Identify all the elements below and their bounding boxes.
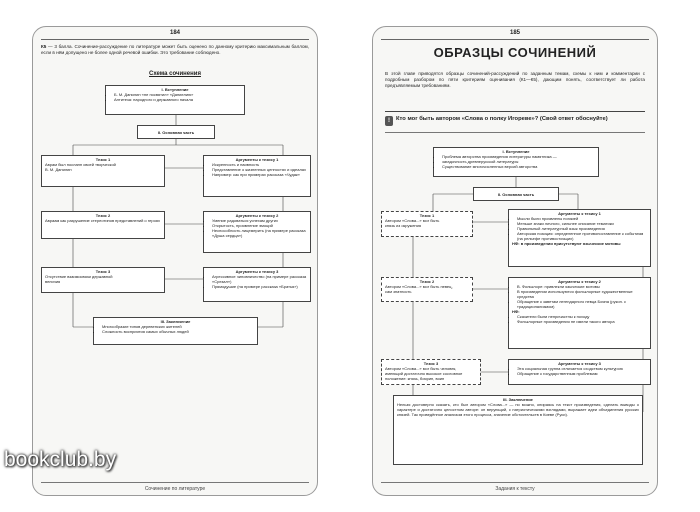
list-item: В. М. Данилин bbox=[45, 167, 72, 172]
list-item: • Б. М. Данилин «не посвятил» «Даниелию» bbox=[114, 92, 241, 97]
thesis-2-box bbox=[381, 277, 473, 302]
thesis-3-box bbox=[381, 359, 481, 385]
question-rule-top bbox=[385, 111, 645, 112]
question-text: Кто мог быть автором «Слова о полку Игореве»? (Свой ответ обоснуйте) bbox=[396, 116, 608, 122]
list-item: • Меньше знаки личного, сильнее описание тематики bbox=[517, 221, 647, 226]
list-item: Автором «Слова...» мог быть bbox=[385, 218, 440, 223]
list-item: Аврам был посланн своей творческой bbox=[45, 162, 116, 167]
page-number: 185 bbox=[509, 30, 520, 36]
list-item: • Обращение к государственным проблемам bbox=[517, 371, 647, 376]
list-item: • Фольклорные произведения не имели такого автора bbox=[517, 319, 647, 324]
thesis-2-title: Тезис 2 bbox=[95, 213, 111, 218]
scheme-title: Схема сочинения bbox=[149, 71, 201, 77]
list-item: • Сложность восприятия самых обычных людей bbox=[102, 329, 254, 334]
list-item: • Обращение к заветам легендарного певца Бояна (рукоп. с традиционализмом) bbox=[517, 299, 647, 309]
watermark-logo: bookclub.by bbox=[4, 448, 117, 471]
conclusion-title: III. Заключение bbox=[503, 397, 533, 402]
page-footer: Сочинение по литературе bbox=[144, 486, 206, 492]
arguments-2-title: Аргументы к тезису 2 bbox=[235, 213, 279, 218]
essay-question bbox=[385, 116, 643, 123]
thesis-3-box bbox=[41, 267, 165, 293]
list-item: • Антитеза: народного и державного начала bbox=[114, 97, 241, 102]
intro-box-title: I. Вступление bbox=[502, 149, 530, 154]
list-item: величия bbox=[45, 279, 61, 284]
list-item: • Искренность и наивность bbox=[212, 162, 307, 167]
counter-argument-label: НФ: bbox=[512, 309, 520, 314]
header-rule bbox=[41, 39, 309, 40]
conclusion-text: Нельзя достоверно сказать, кто был автором «Слова...» — но можно, опираясь на текст произведения, сделать выводы о характере и достаточно целостном авторе: он верующий, с патриотическими взглядами, выражает идеи объединения русских князей. Так проведённое анализом этого процесса, значение обстоятельств в Киеве (Руси). bbox=[397, 402, 639, 417]
exclamation-icon: ! bbox=[385, 116, 393, 126]
arguments-1-title: Аргументы к тезису 1 bbox=[235, 157, 279, 162]
list-item: князь из окружения bbox=[385, 223, 422, 228]
footer-rule bbox=[381, 482, 649, 483]
chapter-title: ОБРАЗЦЫ СОЧИНЕНИЙ bbox=[433, 45, 597, 60]
list-item: • Неспособность лицемерить (на примере рассказа «Душа сердца») bbox=[212, 228, 307, 238]
list-item: • Сказители были непричастны к походу bbox=[517, 314, 647, 319]
right-page bbox=[372, 26, 658, 496]
footer-rule bbox=[41, 482, 309, 483]
list-item: • Эта социальная группа отличается сходством культурою bbox=[517, 366, 647, 371]
list-item: • В. Фольклоре: привлекли языческие мотивы bbox=[517, 284, 647, 289]
left-page bbox=[32, 26, 318, 496]
list-item: Авраам как разрушение стереотипов представлений о героях bbox=[45, 218, 160, 223]
list-item: • Прямодушие (на примере рассказа «Братья») bbox=[212, 284, 307, 289]
page-number: 184 bbox=[169, 30, 180, 36]
list-item: • Авторская позиция: определенное противопоставление к событиям (на рельефе противостоящих) bbox=[517, 231, 647, 241]
criterion-text: — 3 балла. Сочинение-рассуждение по литературе может быть оценено по данному критерию максимальным баллом, если в нём допущено не более одной речевой ошибки. Это требование соблюдено. bbox=[41, 44, 309, 55]
chapter-intro: В этой главе приводятся образцы сочинений-рассуждений по заданным темам, схемы к ним и комментарии с подробным разбором по пяти критериям оценивания (К1—К5), дающим понять, соответствует ли работа предъявляемым требованиям. bbox=[385, 71, 645, 88]
list-item: • загадочность древнерусской литературы bbox=[442, 159, 595, 164]
list-item: • Представление о жизненных ценностях и идеалах bbox=[212, 167, 307, 172]
main-part-box bbox=[137, 125, 215, 139]
list-item: • Правильный литературный язык произведения bbox=[517, 226, 647, 231]
criterion-label: К5 bbox=[41, 44, 47, 49]
list-item: • Мысли были проявлены поэзией bbox=[517, 216, 647, 221]
main-part-title: II. Основная часть bbox=[157, 130, 195, 135]
thesis-1-box bbox=[41, 155, 165, 187]
arguments-1-box bbox=[203, 155, 311, 197]
conclusion-box bbox=[93, 317, 258, 345]
arguments-3-title: Аргументы к тезису 3 bbox=[235, 269, 279, 274]
main-part-title: II. Основная часть bbox=[497, 192, 535, 197]
list-item: сам знатность bbox=[385, 289, 412, 294]
list-item: • В произведении используются фольклорные художественные средства bbox=[517, 289, 647, 299]
thesis-1-box bbox=[381, 211, 473, 237]
list-item: • Умение радоваться успехам других bbox=[212, 218, 307, 223]
list-item: • Открытость, проявление эмоций bbox=[212, 223, 307, 228]
list-item: Отсутствие взаимосвязи державной bbox=[45, 274, 113, 279]
thesis-3-title: Тезис 3 bbox=[423, 361, 439, 366]
list-item: Автором «Слова...» мог быть певец, bbox=[385, 284, 453, 289]
arguments-2-title: Аргументы к тезису 2 bbox=[558, 279, 601, 284]
intro-box-title: I. Вступление bbox=[161, 87, 189, 92]
header-rule bbox=[381, 39, 649, 40]
thesis-3-title: Тезис 3 bbox=[95, 269, 111, 274]
conclusion-box bbox=[393, 395, 643, 465]
arguments-1-box bbox=[508, 209, 651, 267]
page-footer: Задания к тексту bbox=[495, 486, 535, 492]
arguments-3-box bbox=[508, 359, 651, 385]
list-item: • Агрессивное чиновничество (на примере рассказа «Срезал») bbox=[212, 274, 307, 284]
thesis-1-title: Тезис 1 bbox=[95, 157, 111, 162]
arguments-3-box bbox=[203, 267, 311, 302]
thesis-2-title: Тезис 2 bbox=[419, 279, 435, 284]
intro-paragraph bbox=[41, 44, 309, 56]
intro-box bbox=[433, 147, 599, 177]
arguments-2-box bbox=[508, 277, 651, 349]
main-part-box bbox=[473, 187, 559, 201]
list-item: • Например: как при примерах рассказа «Чудак» bbox=[212, 172, 307, 177]
list-item: • Существование многочисленных версий авторства bbox=[442, 164, 595, 169]
thesis-2-box bbox=[41, 211, 165, 239]
question-rule-bottom bbox=[385, 132, 645, 133]
list-item: Автором «Слова...» мог быть человек, bbox=[385, 366, 457, 371]
list-item: • Многообразие типов деревенских жителей bbox=[102, 324, 254, 329]
list-item: • Проблема авторства произведения литературы памятника — bbox=[442, 154, 595, 159]
list-item: положение: князь, боярин, воин bbox=[385, 376, 445, 381]
thesis-1-title: Тезис 1 bbox=[419, 213, 435, 218]
intro-box bbox=[105, 85, 245, 115]
list-item: имеющий достаточно высокое сословное bbox=[385, 371, 463, 376]
counter-argument-note: НФ: в произведении присутствуют языческие мотивы bbox=[512, 241, 621, 246]
arguments-3-title: Аргументы к тезису 3 bbox=[558, 361, 601, 366]
conclusion-title: III. Заключение bbox=[160, 319, 191, 324]
arguments-1-title: Аргументы к тезису 1 bbox=[558, 211, 601, 216]
arguments-2-box bbox=[203, 211, 311, 253]
